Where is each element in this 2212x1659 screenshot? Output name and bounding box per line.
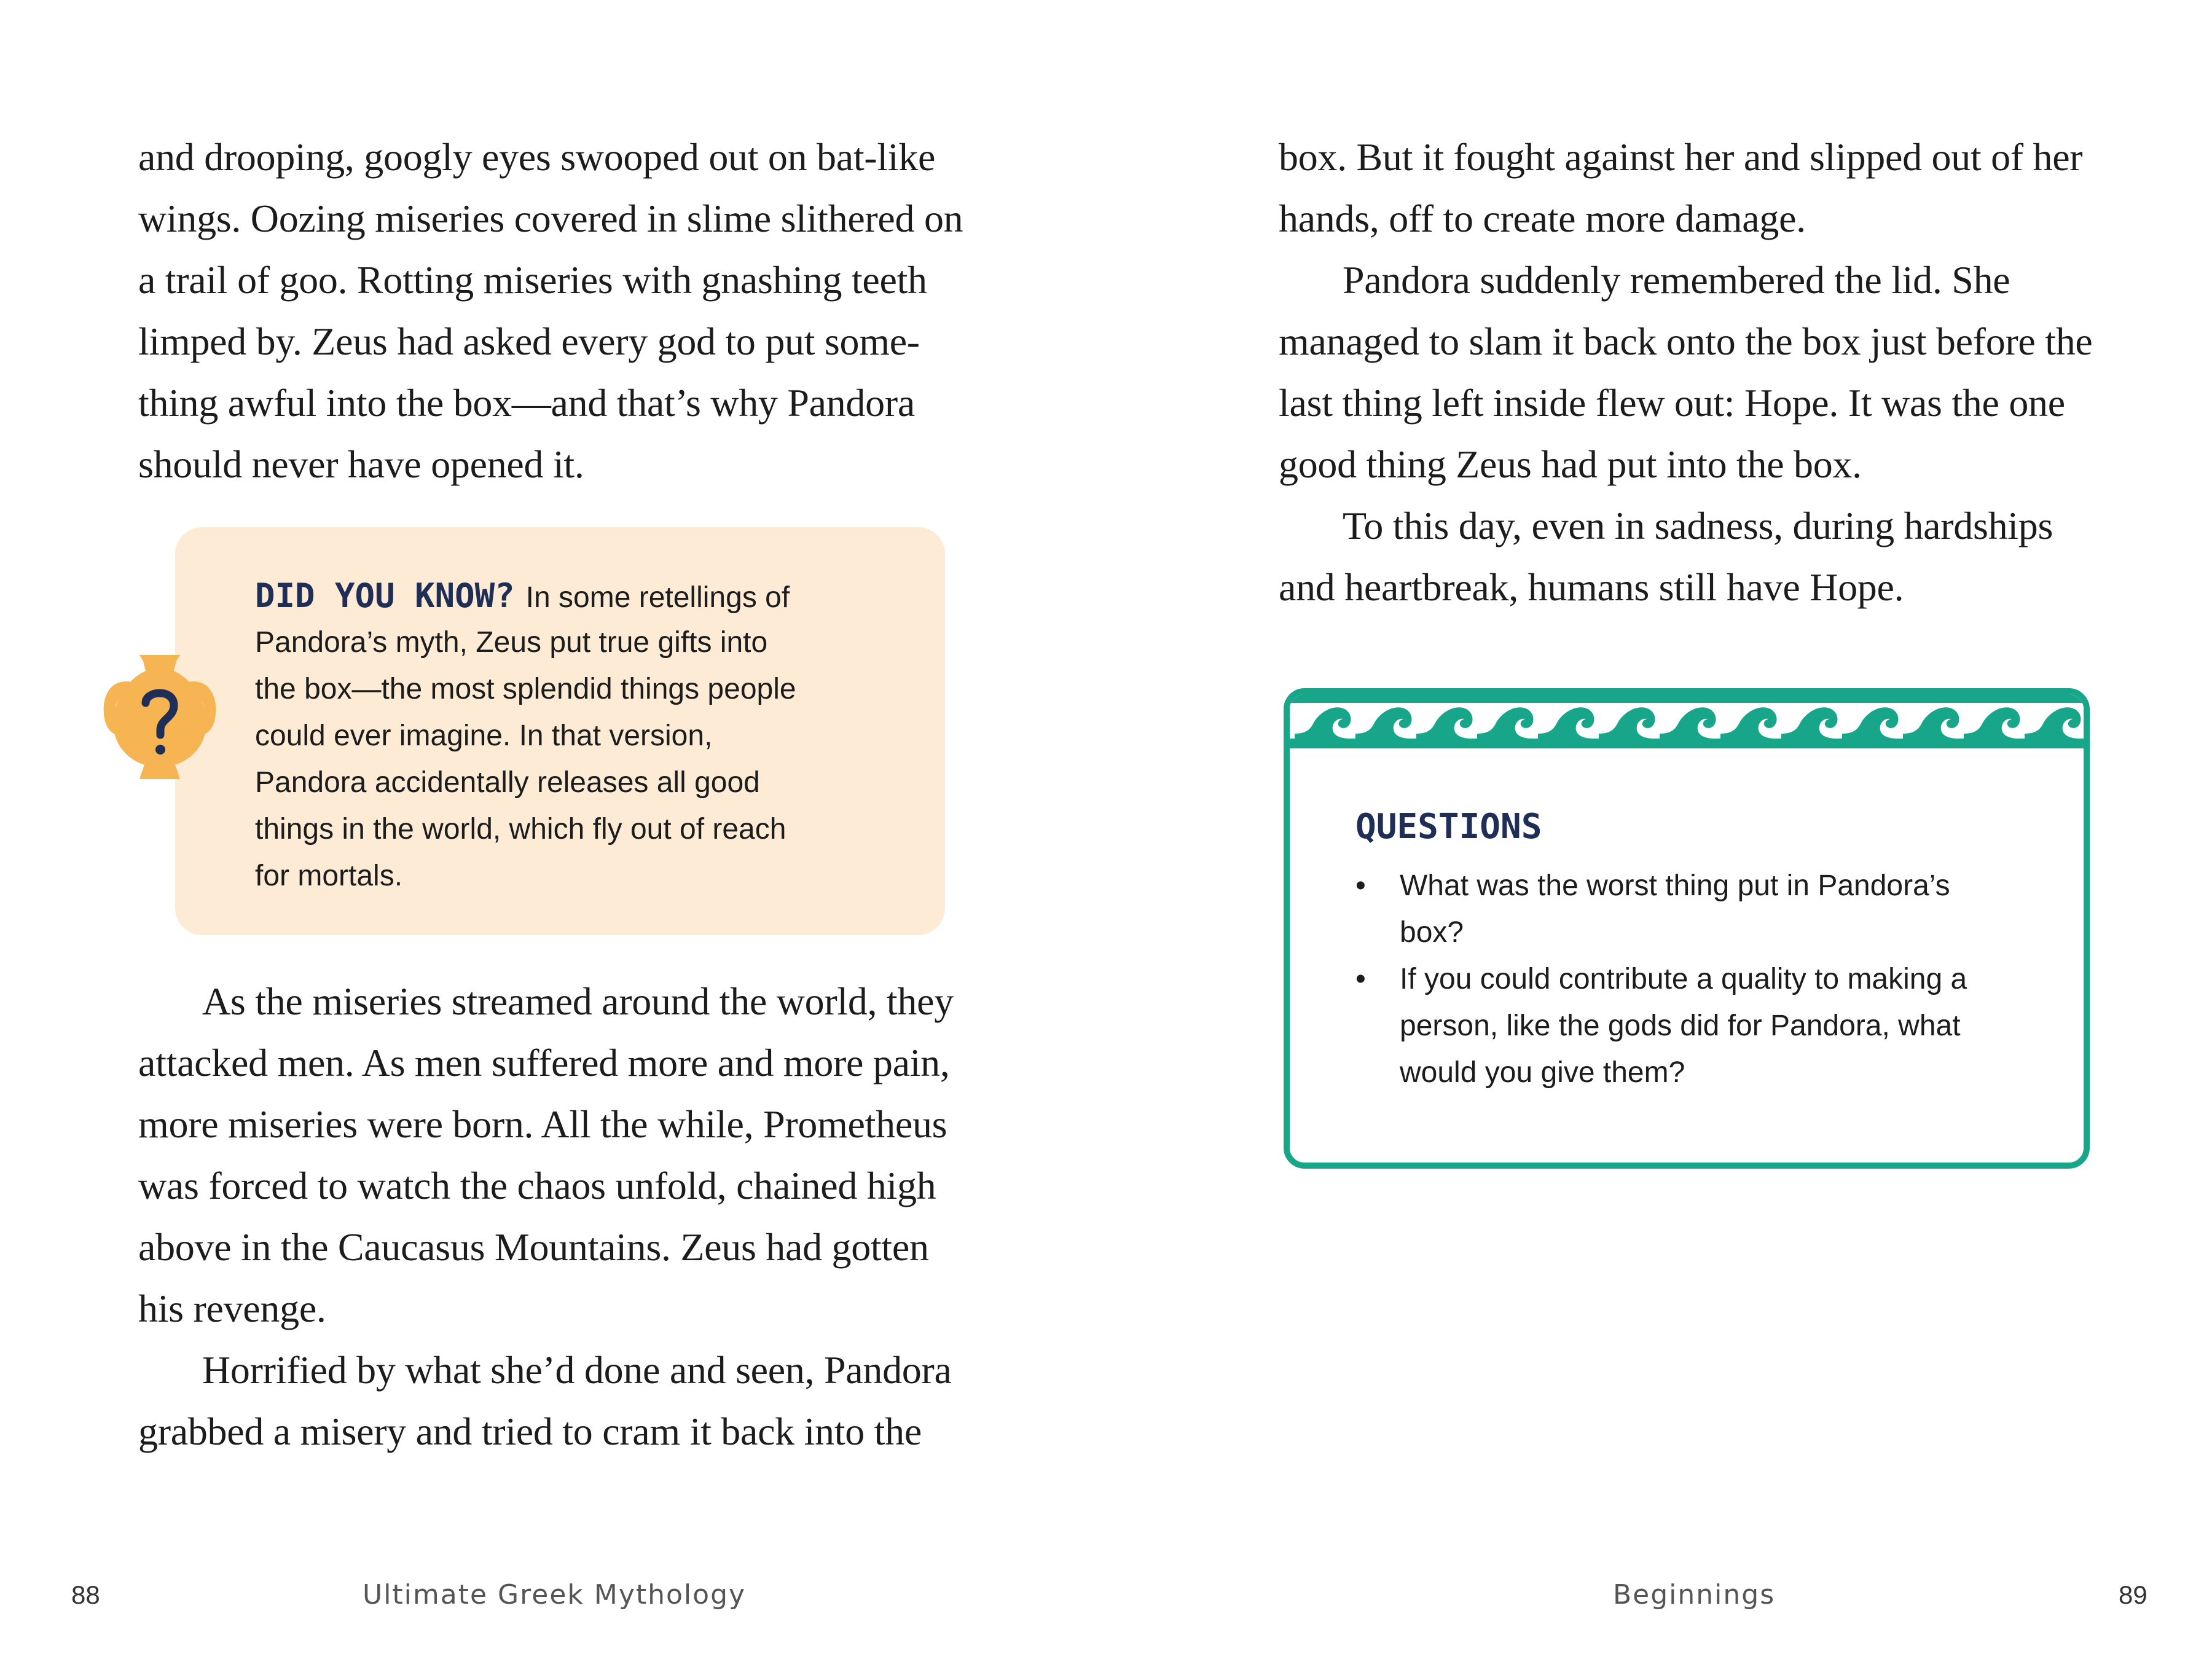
right-page xyxy=(1106,0,2212,1659)
section-title: Beginnings xyxy=(1613,1579,1776,1610)
text-line: To this day, even in sadness, during hardships xyxy=(1343,504,2053,547)
did-you-know-text: In some retellings of xyxy=(525,581,790,614)
text-line: should never have opened it. xyxy=(138,442,584,486)
text-line: last thing left inside flew out: Hope. It was the one xyxy=(1279,381,2065,425)
text-line: box. But it fought against her and slipped out of her xyxy=(1279,135,2083,179)
did-you-know-text: for mortals. xyxy=(255,860,403,892)
question-text: would you give them? xyxy=(1400,1056,1685,1089)
did-you-know-text: Pandora’s myth, Zeus put true gifts into xyxy=(255,626,768,659)
question-text: box? xyxy=(1400,916,1464,949)
did-you-know-text: things in the world, which fly out of reach xyxy=(255,813,786,845)
question-text: person, like the gods did for Pandora, what xyxy=(1400,1010,1961,1042)
text-line: Horrified by what she’d done and seen, Pandora xyxy=(202,1348,952,1392)
did-you-know-first-line xyxy=(255,573,790,619)
text-line: hands, off to create more damage. xyxy=(1279,197,1806,240)
page-number: 89 xyxy=(2119,1580,2147,1609)
text-line: limped by. Zeus had asked every god to put some- xyxy=(138,320,920,363)
did-you-know-text: the box—the most splendid things people xyxy=(255,673,796,705)
text-line: As the miseries streamed around the world, they xyxy=(202,979,954,1023)
text-line: grabbed a misery and tried to cram it back into the xyxy=(138,1410,922,1453)
did-you-know-text: could ever imagine. In that version, xyxy=(255,720,713,752)
questions-heading: QUESTIONS xyxy=(1355,807,1542,847)
text-line: was forced to watch the chaos unfold, chained high xyxy=(138,1164,936,1207)
questions-box xyxy=(1284,688,2090,1169)
text-line: thing awful into the box—and that’s why Pandora xyxy=(138,381,915,425)
vase-question-icon xyxy=(95,653,224,782)
text-line: a trail of goo. Rotting miseries with gnashing teeth xyxy=(138,258,927,302)
text-line: his revenge. xyxy=(138,1287,326,1330)
text-line: and drooping, googly eyes swooped out on bat-like xyxy=(138,135,936,179)
bullet-icon: • xyxy=(1355,963,1366,995)
text-line: more miseries were born. All the while, Prometheus xyxy=(138,1102,947,1146)
text-line: above in the Caucasus Mountains. Zeus had gotten xyxy=(138,1225,929,1269)
text-line: managed to slam it back onto the box just before the xyxy=(1279,320,2093,363)
text-line: wings. Oozing miseries covered in slime slithered on xyxy=(138,197,963,240)
did-you-know-callout xyxy=(175,527,945,935)
did-you-know-heading: DID YOU KNOW? xyxy=(255,576,515,615)
question-text: What was the worst thing put in Pandora’s xyxy=(1400,869,1950,902)
text-line: and heartbreak, humans still have Hope. xyxy=(1279,565,1904,609)
text-line: good thing Zeus had put into the box. xyxy=(1279,442,1862,486)
page-number: 88 xyxy=(71,1580,100,1609)
text-line: Pandora suddenly remembered the lid. She xyxy=(1343,258,2010,302)
did-you-know-text: Pandora accidentally releases all good xyxy=(255,766,760,799)
question-text: If you could contribute a quality to making a xyxy=(1400,963,1967,995)
bullet-icon: • xyxy=(1355,869,1366,902)
text-line: attacked men. As men suffered more and more pain, xyxy=(138,1041,950,1084)
wave-border-band xyxy=(1290,694,2084,748)
book-title: Ultimate Greek Mythology xyxy=(363,1579,747,1610)
